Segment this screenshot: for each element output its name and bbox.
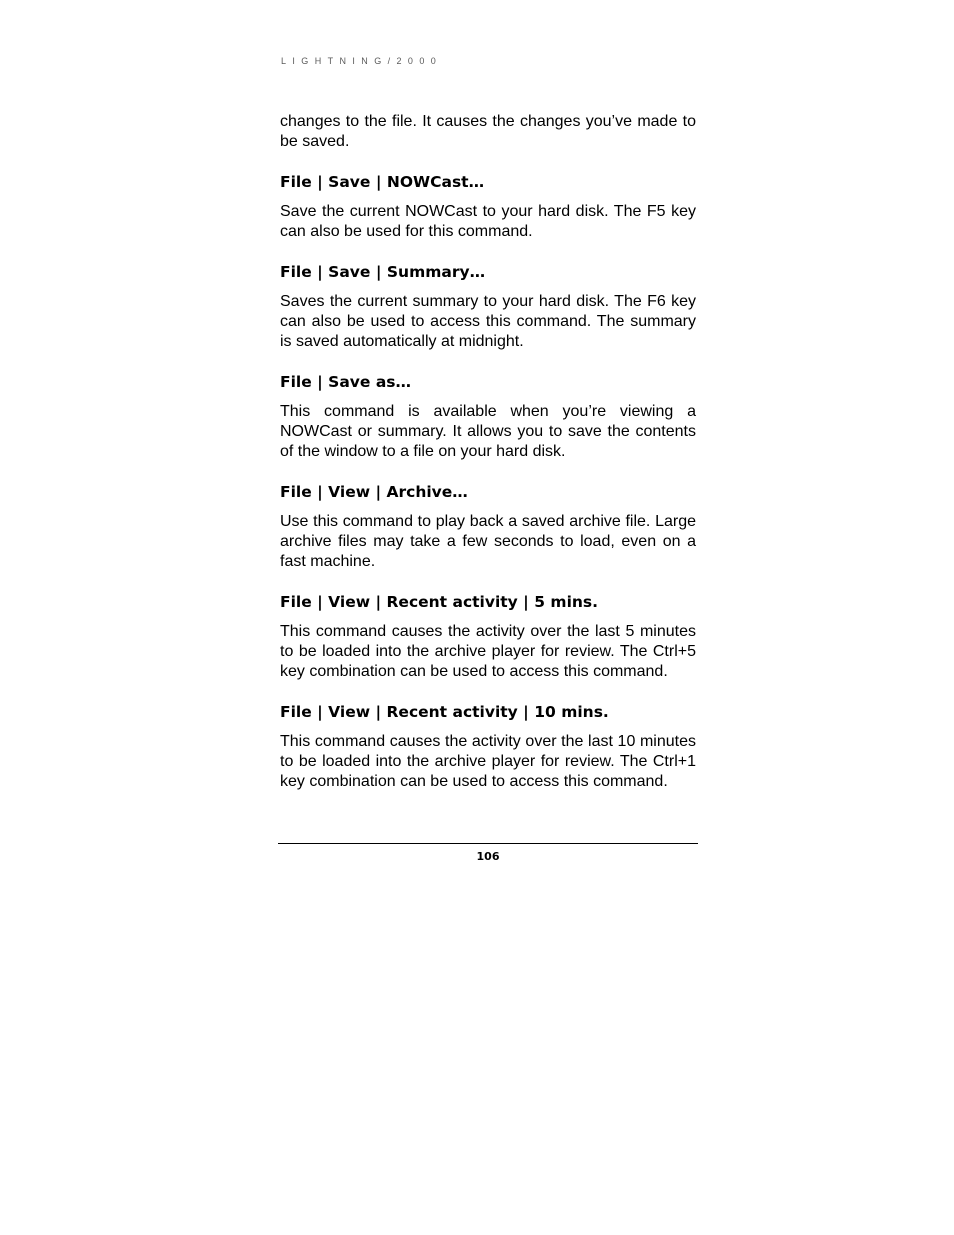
section-heading-save-nowcast: File | Save | NOWCast… bbox=[280, 173, 485, 191]
section-heading-save-summary: File | Save | Summary… bbox=[280, 263, 486, 281]
section-body-view-archive: Use this command to play back a saved archive file. Large archive files may take a few seconds to load, even on a fast machine. bbox=[280, 513, 696, 570]
section-body-save-summary: Saves the current summary to your hard disk. The F6 key can also be used to access this command. The summary is saved automatically at midnight. bbox=[280, 293, 696, 350]
page-body bbox=[280, 112, 696, 792]
section-heading-recent-5-mins: File | View | Recent activity | 5 mins. bbox=[280, 593, 599, 611]
section-body-save-nowcast: Save the current NOWCast to your hard disk. The F5 key can also be used for this command. bbox=[280, 203, 696, 240]
section-heading-save-as: File | Save as… bbox=[280, 373, 412, 391]
intro-paragraph: changes to the file. It causes the changes you’ve made to be saved. bbox=[280, 113, 696, 150]
footer-rule bbox=[278, 843, 698, 844]
section-heading-view-archive: File | View | Archive… bbox=[280, 483, 468, 501]
section-body-recent-10-mins: This command causes the activity over the last 10 minutes to be loaded into the archive player for review. The Ctrl+1 key combination can be used to access this command. bbox=[280, 733, 696, 790]
section-heading-recent-10-mins: File | View | Recent activity | 10 mins. bbox=[280, 703, 609, 721]
section-body-recent-5-mins: This command causes the activity over the last 5 minutes to be loaded into the archive player for review. The Ctrl+5 key combination can be used to access this command. bbox=[280, 623, 696, 680]
page-number: 106 bbox=[476, 850, 500, 863]
running-header: LIGHTNING/2000 bbox=[281, 56, 443, 66]
section-body-save-as: This command is available when you’re viewing a NOWCast or summary. It allows you to save the contents of the window to a file on your hard disk. bbox=[280, 403, 696, 460]
